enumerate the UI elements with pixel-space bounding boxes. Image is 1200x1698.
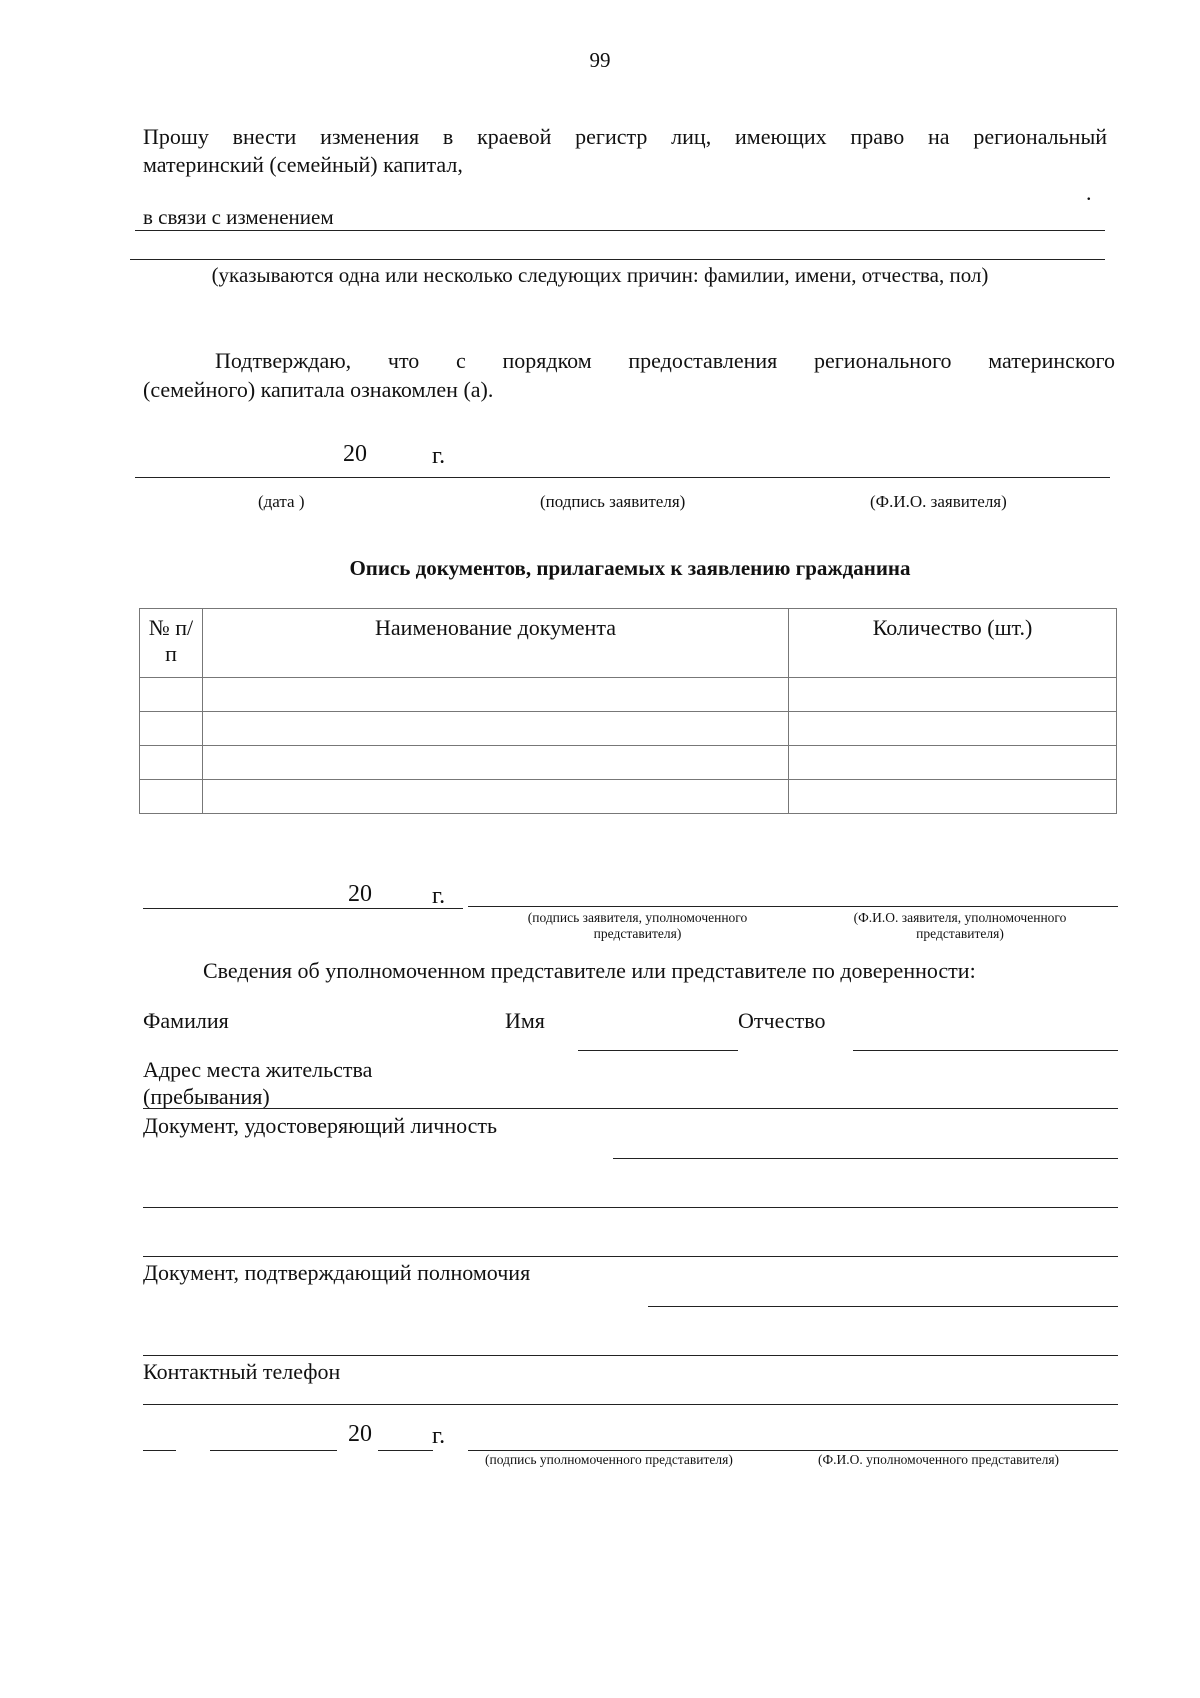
id-document-field-line-3[interactable]: [143, 1256, 1118, 1257]
representative-heading: Сведения об уполномоченном представителе или представителе по доверенности:: [203, 958, 976, 983]
date-caption: (дата ): [258, 492, 305, 511]
request-text-line-1: Прошу внести изменения в краевой регистр лиц, имеющих право на региональный: [143, 124, 1107, 149]
year-field-line[interactable]: [378, 1450, 433, 1451]
year-prefix-3: 20: [348, 1421, 372, 1447]
table-cell[interactable]: [203, 780, 789, 814]
date-signature-line[interactable]: [135, 477, 1110, 478]
table-cell[interactable]: [789, 712, 1117, 746]
surname-label: Фамилия: [143, 1008, 229, 1033]
column-header-number: № п/п: [140, 609, 203, 678]
table-cell[interactable]: [140, 678, 203, 712]
year-prefix-2: 20: [348, 881, 372, 907]
table-cell[interactable]: [140, 746, 203, 780]
authority-document-field-line-2[interactable]: [143, 1355, 1118, 1356]
table-cell[interactable]: [789, 780, 1117, 814]
signature-line-2-left[interactable]: [143, 908, 463, 909]
signature-caption-2: (подпись заявителя, уполномоченного представителя): [527, 910, 748, 942]
id-document-field-line[interactable]: [613, 1158, 1118, 1159]
table-cell[interactable]: [140, 780, 203, 814]
year-suffix-1: г.: [432, 443, 446, 469]
phone-label: Контактный телефон: [143, 1359, 341, 1384]
authority-document-field-line[interactable]: [648, 1306, 1118, 1307]
request-trailing-dot: .: [1086, 180, 1092, 205]
inventory-title: Опись документов, прилагаемых к заявлению гражданина: [349, 556, 911, 580]
phone-field-line[interactable]: [143, 1404, 1118, 1405]
table-cell[interactable]: [140, 712, 203, 746]
signature-caption-3: (подпись уполномоченного представителя): [485, 1452, 733, 1467]
signature-line-3[interactable]: [468, 1450, 1118, 1451]
address-label-line-1: Адрес места жительства: [143, 1057, 373, 1082]
patronymic-field-line[interactable]: [853, 1050, 1118, 1051]
month-field-line[interactable]: [210, 1450, 337, 1451]
year-suffix-2: г.: [432, 883, 446, 909]
table-cell[interactable]: [203, 746, 789, 780]
page-number: 99: [589, 48, 611, 72]
table-cell[interactable]: [789, 746, 1117, 780]
signature-line-2-right[interactable]: [468, 906, 1118, 907]
name-caption-2: (Ф.И.О. заявителя, уполномоченного представителя): [853, 910, 1067, 942]
documents-table: [139, 608, 1117, 814]
table-cell[interactable]: [789, 678, 1117, 712]
table-header-row: [140, 609, 1117, 678]
address-label-line-2: (пребывания): [143, 1084, 270, 1109]
table-row: [140, 780, 1117, 814]
id-document-field-line-2[interactable]: [143, 1207, 1118, 1208]
table-cell[interactable]: [203, 678, 789, 712]
signature-caption-1: (подпись заявителя): [540, 492, 686, 511]
column-header-document: Наименование документа: [203, 609, 789, 678]
confirmation-text-line-1: Подтверждаю, что с порядком предоставления регионального материнского: [215, 348, 1115, 373]
reason-label: в связи с изменением: [143, 205, 334, 229]
table-row: [140, 678, 1117, 712]
table-row: [140, 746, 1117, 780]
table-cell[interactable]: [203, 712, 789, 746]
patronymic-label: Отчество: [738, 1008, 826, 1033]
reason-field-line-2[interactable]: [130, 259, 1105, 260]
reason-field-line[interactable]: [135, 230, 1105, 231]
column-header-quantity: Количество (шт.): [789, 609, 1117, 678]
name-label: Имя: [505, 1008, 545, 1033]
request-text-line-2: материнский (семейный) капитал,: [143, 152, 463, 177]
authority-document-label: Документ, подтверждающий полномочия: [143, 1260, 531, 1285]
confirmation-text-line-2: (семейного) капитала ознакомлен (а).: [143, 377, 494, 402]
name-field-line[interactable]: [578, 1050, 738, 1051]
reason-hint: (указываются одна или несколько следующих причин: фамилии, имени, отчества, пол): [211, 263, 989, 287]
name-caption-1: (Ф.И.О. заявителя): [870, 492, 1007, 511]
day-field-line[interactable]: [143, 1450, 176, 1451]
year-prefix-1: 20: [343, 441, 367, 467]
year-suffix-3: г.: [432, 1423, 446, 1449]
name-caption-3: (Ф.И.О. уполномоченного представителя): [818, 1452, 1060, 1467]
table-row: [140, 712, 1117, 746]
address-field-line[interactable]: [143, 1108, 1118, 1109]
id-document-label: Документ, удостоверяющий личность: [143, 1113, 498, 1138]
